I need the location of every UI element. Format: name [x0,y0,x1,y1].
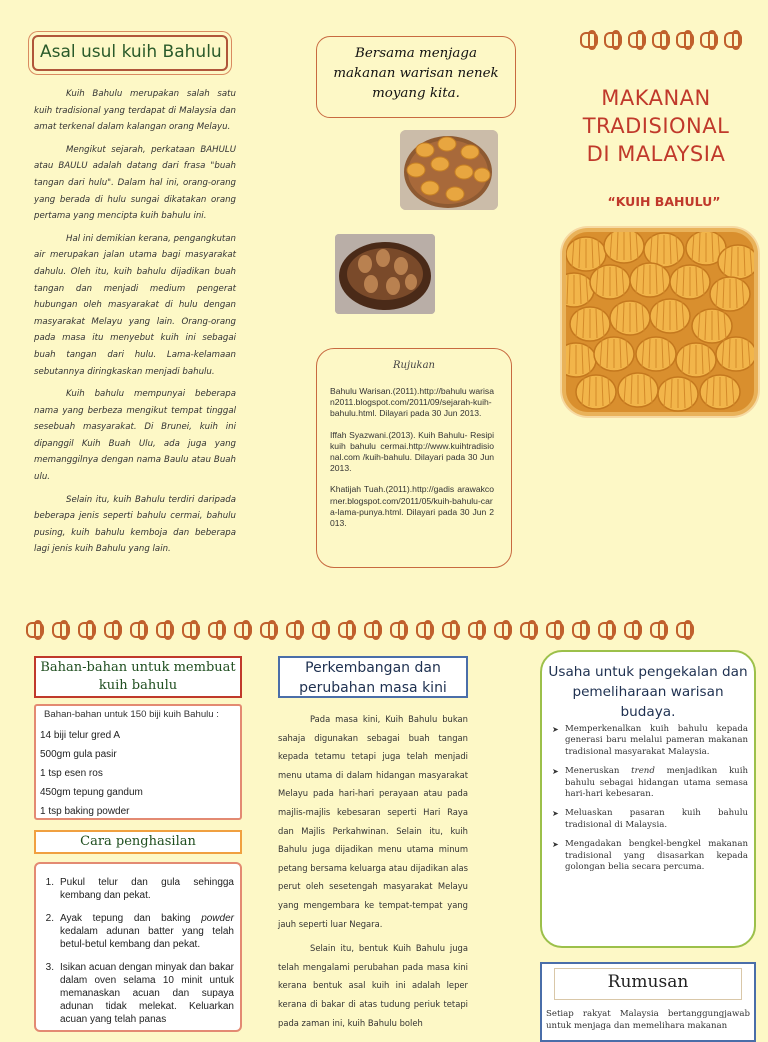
ornament-link [676,622,694,638]
ornament-link [364,622,382,638]
ornament-link [156,622,174,638]
cover-title: MAKANAN TRADISIONAL DI MALAYSIA [582,86,730,166]
asal-usul-text [34,86,236,564]
ornament-link [260,622,278,638]
ornament-link [572,622,590,638]
ornament-link [52,622,70,638]
ornament-link [182,622,200,638]
bahulu-cake [718,245,754,279]
bahulu-cake [658,377,698,411]
bahulu-cake [618,373,658,407]
bahan-intro: Bahan-bahan untuk 150 biji kuih Bahulu : [44,709,219,720]
ornament-link [234,622,252,638]
ornament-link [650,622,668,638]
asal-usul-paragraph: Hal ini demikian kerana, pengangkutan air merupakan jalan utama bagi masyarakat dahulu. Oleh itu, kuih bahulu dijadikan buah tangan dan menjadi medium pengerat hubungan oleh masyarakat di hulu dengan masyarakat Melayu yang lain. Orang-orang pada masa itu menyebut kuih ini sebagai buah tangan dari hulu. Lama-kelamaan sebutannya diringkaskan menjadi bahulu. [34,233,236,377]
ingredient-item: 450gm tepung gandum [40,787,143,798]
ornament-link [416,622,434,638]
bahulu-cake [650,299,690,333]
ingredient-item: 1 tsp baking powder [40,806,130,817]
bahulu-cake [636,337,676,371]
usaha-list [552,724,748,881]
bahan-heading: Bahan-bahan untuk membuat kuih bahulu [40,660,236,693]
cover-subtitle: “KUIH BAHULU” [607,194,721,209]
asal-usul-paragraph: Selain itu, kuih Bahulu terdiri daripada beberapa jenis seperti bahulu cermai, bahulu pusing, kuih bahulu kemboja dan beberapa lagi jenis kuih Bahulu yang lain. [34,494,236,555]
bahulu-cake [676,343,716,377]
ornament-link [130,622,148,638]
bahulu-cake [566,237,606,271]
bahulu-cake [670,265,710,299]
rumusan-heading: Rumusan [607,972,689,992]
bahulu-cake [576,375,616,409]
step-item: 2. Ayak tepung dan baking powder kedalam adunan batter yang telah betul-betul kembang dan pekat. [45,913,234,950]
rumusan-text: Setiap rakyat Malaysia bertanggungjawab untuk menjaga dan memelihara makanan [546,1009,750,1031]
ornament-link [494,622,512,638]
ornament-link [390,622,408,638]
cara-steps [38,876,234,1036]
usaha-item: ➤ Meluaskan pasaran kuih bahulu tradisional di Malaysia. [552,808,748,830]
ornament-link [104,622,122,638]
ingredient-item: 1 tsp esen ros [40,768,103,779]
perkembangan-text [278,710,468,1038]
ornament-chain-top [580,32,742,48]
bahulu-cake [630,263,670,297]
arrow-bullet-icon: ➤ [552,767,559,777]
bahulu-cake [716,337,754,371]
ornament-link [624,622,642,638]
step-item: 3. Isikan acuan dengan minyak dan bakar dalam oven selama 10 minit untuk memanaskan acuan dan supaya adunan tidak melekat. Keluarkan acuan yang telah panas [45,962,235,1025]
usaha-item: ➤ Mengadakan bengkel-bengkel makanan tradisional yang disasarkan kepada golongan belia secara percuma. [552,839,748,873]
perkembangan-heading: Perkembangan dan perubahan masa kini [299,660,447,696]
ornament-link [546,622,564,638]
ornament-link [312,622,330,638]
bahulu-cake [700,375,740,409]
asal-usul-paragraph: Mengikut sejarah, perkataan BAHULU atau BAULU adalah datang dari frasa "buah tangan dari hulu". Dalam hal ini, orang-orang yang berada di hulu sungai dikatakan orang pertama yang mencipta kuih bahulu ini. [34,144,236,222]
bahulu-plate-photo [400,130,498,210]
bahulu-cake [570,307,610,341]
rujukan-heading: Rujukan [393,360,435,371]
bahulu-cake [710,277,750,311]
ornament-link [338,622,356,638]
ornament-link [468,622,486,638]
arrow-bullet-icon: ➤ [552,840,559,850]
bahulu-cake [692,309,732,343]
ingredient-item: 14 biji telur gred A [40,730,121,741]
reference-item: Khatijah Tuah.(2011).http://gadis arawakcorner.blogspot.com/2011/05/kuih-bahulu-cara-lama-punya.html. Dilayari pada 30 Jun 2013. [330,484,494,529]
ornament-link [26,622,44,638]
ornament-link [520,622,538,638]
ornament-chain-divider [26,622,694,638]
bahan-list [40,726,143,821]
usaha-item: ➤ Meneruskan trend menjadikan kuih bahulu sebagai hidangan utama semasa hari-hari kebesaran. [552,766,748,800]
reference-item: Iffah Syazwani.(2013). Kuih Bahulu- Resipi kuih bahulu cermai.http://www.kuihtradisional.com /kuih-bahulu. Dilayari pada 30 Jun 2013. [330,429,494,474]
usaha-heading: Usaha untuk pengekalan dan pemeliharaan warisan budaya. [548,664,748,720]
bahulu-cake [590,265,630,299]
bahulu-cake [604,232,644,263]
perkembangan-paragraph: Selain itu, bentuk Kuih Bahulu juga telah mengalami perubahan pada masa kini kerana bentuk asal kuih ini adalah leper kerana di bakar di atas tudung periuk tetapi pada zaman ini, kuih Bahulu boleh [278,943,468,1028]
rujukan-list [330,386,494,539]
asal-usul-paragraph: Kuih Bahulu merupakan salah satu kuih tradisional yang terdapat di Malaysia dan amat terkenal dalam kalangan orang Melayu. [34,89,236,133]
bahulu-main-photo [562,228,758,416]
arrow-bullet-icon: ➤ [552,809,559,819]
ornament-link [598,622,616,638]
bahulu-mould-photo [335,234,435,314]
step-item: 1. Pukul telur dan gula sehingga kembang dan pekat. [45,877,234,901]
asal-usul-heading: Asal usul kuih Bahulu [40,42,222,62]
usaha-item: ➤ Memperkenalkan kuih bahulu kepada generasi baru melalui pameran makanan tradisional masyarakat Malaysia. [552,724,748,757]
ornament-link [208,622,226,638]
perkembangan-paragraph: Pada masa kini, Kuih Bahulu bukan sahaja digunakan sebagai buah tangan kepada tetamu tetapi juga telah menjadi menu utama di dalam hidangan masyarakat Melayu pada hari-hari perayaan atau pada majlis-majlis kebesaran seperti Hari Raya dan Majlis Perkahwinan. Selain itu, kuih Bahulu juga dijadikan menu utama minum petang bersama keluarga atau dijadikan alas perut oleh sesetengah masyarakat Melayu yang mengembara ke tempat-tempat yang jauh seperti luar Negara. [278,714,468,929]
quote-text: Bersama menjaga makanan warisan nenek moyang kita. [333,46,499,101]
bahulu-cake [644,233,684,267]
bahulu-cake [594,337,634,371]
ornament-link [286,622,304,638]
bahulu-cake [610,301,650,335]
ingredient-item: 500gm gula pasir [40,749,117,760]
arrow-bullet-icon: ➤ [552,725,559,734]
ornament-link [78,622,96,638]
ornament-link [442,622,460,638]
cara-heading: Cara penghasilan [80,834,196,849]
asal-usul-paragraph: Kuih bahulu mempunyai beberapa nama yang berbeza mengikut tempat tinggal sesebuah masyarakat. Di Brunei, kuih ini dipanggil Kuih Buah Ulu, ada juga yang memanggilnya dengan nama Baulu atau Buah ulu. [34,389,236,483]
reference-item: Bahulu Warisan.(2011).http://bahulu warisan2011.blogspot.com/2011/09/sejarah-kuih-bahulu.html. Dilayari pada 30 Jun 2013. [330,386,494,419]
